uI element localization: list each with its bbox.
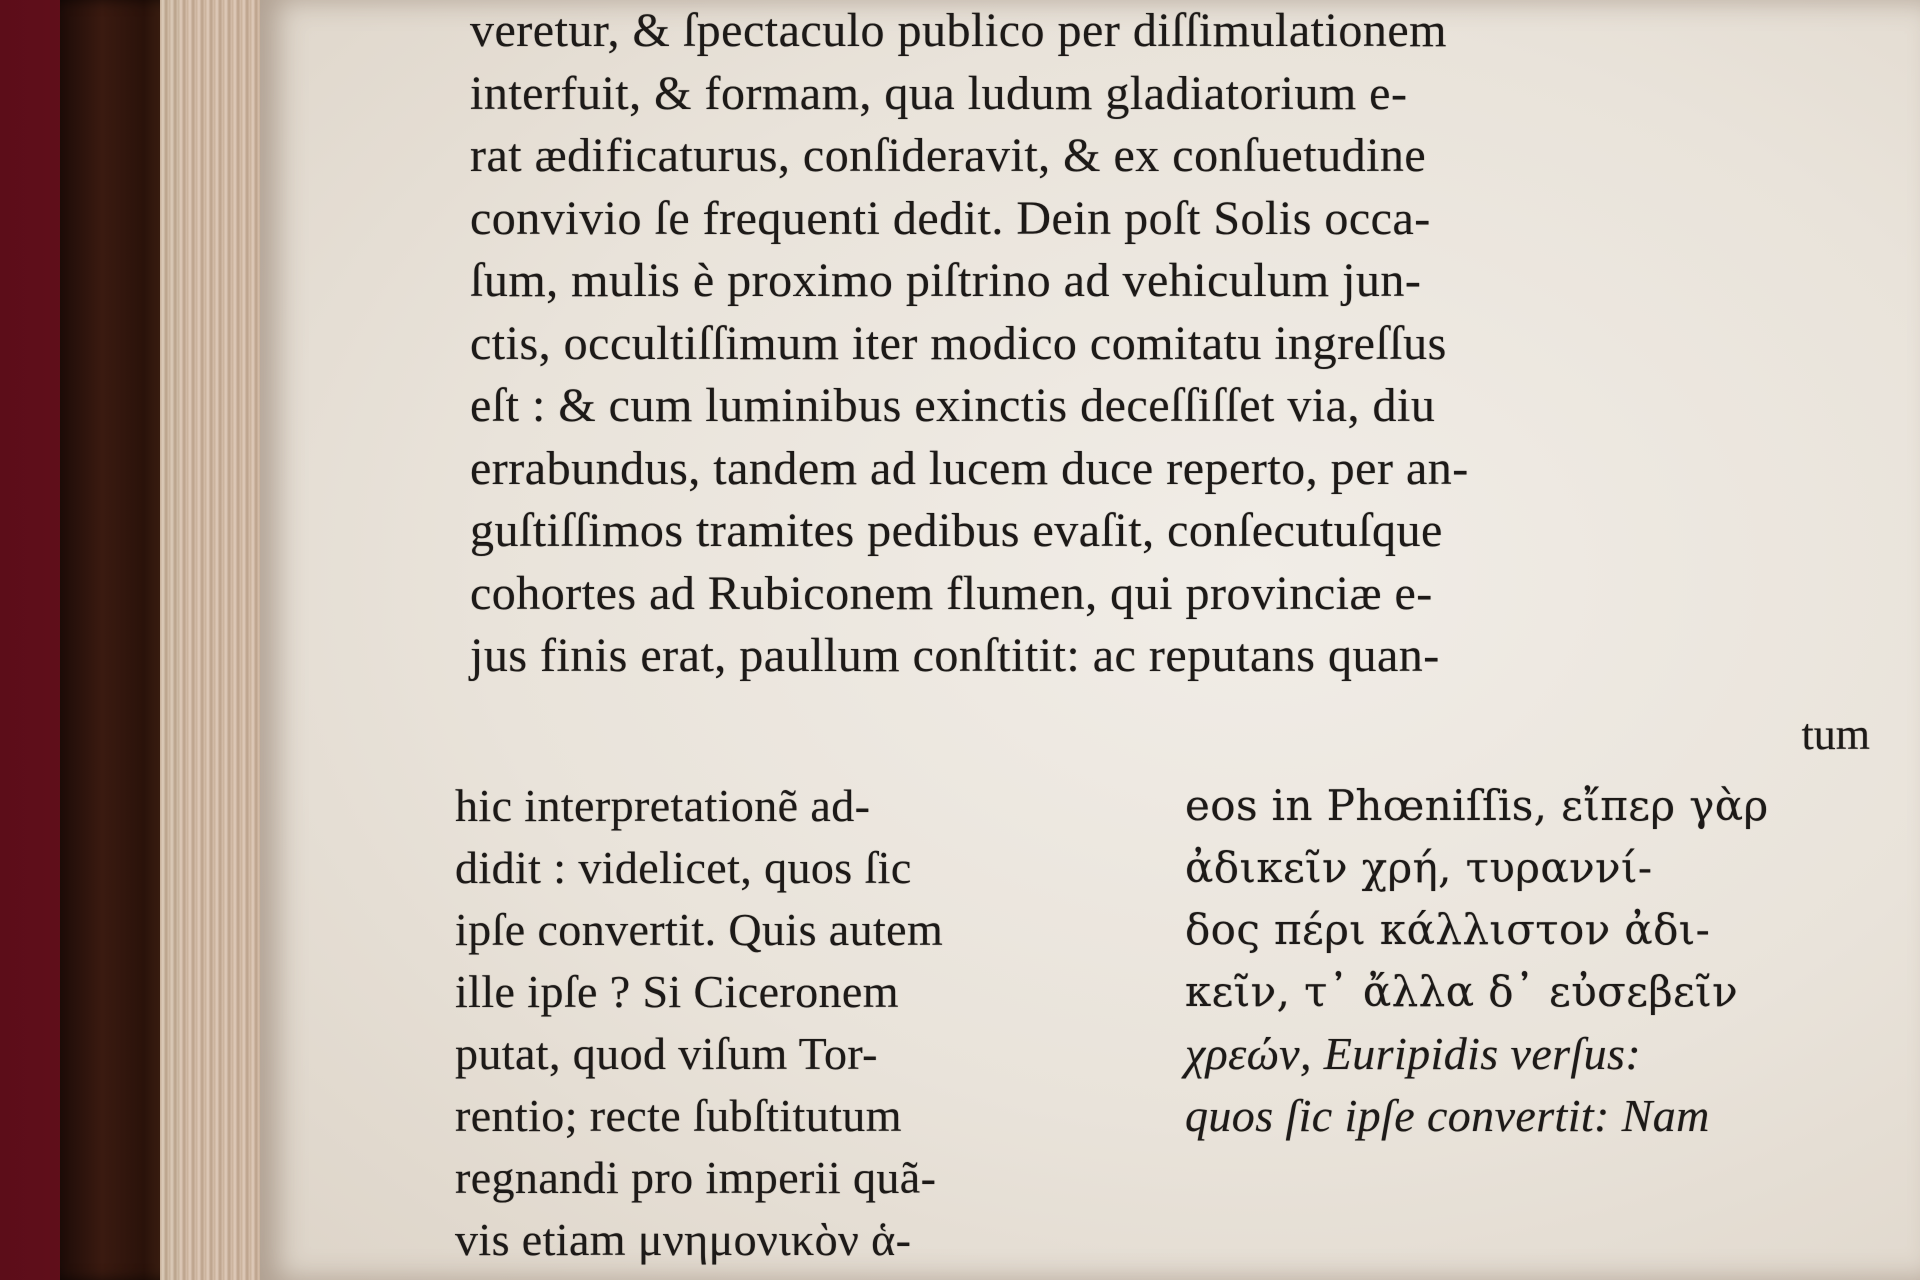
- note-line: κεῖν, τ᾽ ἄλλα δ᾽ εὐσεβεῖν: [1185, 967, 1739, 1016]
- note-line: vis etiam μνημονικὸν ἁ-: [455, 1214, 912, 1265]
- main-text-line: interfuit, & formam, qua ludum gladiatorium e-: [470, 66, 1408, 120]
- notes-left-column: [455, 775, 1145, 1271]
- note-line: rentio; recte ſubſtitutum: [455, 1090, 902, 1141]
- notes-right-column: [1185, 775, 1885, 1147]
- note-line: δος πέρι κάλλιστον ἀδι-: [1185, 905, 1711, 954]
- note-line: quos ſic ipſe convertit: Nam: [1185, 1090, 1710, 1141]
- page-edges: [160, 0, 270, 1280]
- note-line: χρεών, Euripidis verſus:: [1185, 1028, 1642, 1079]
- main-text-line: cohortes ad Rubiconem flumen, qui provinciæ e-: [470, 566, 1433, 620]
- main-text-line: convivio ſe frequenti dedit. Dein poſt Solis occa-: [470, 191, 1431, 245]
- note-line: ἀδικεῖν χρή, τυραννί-: [1185, 843, 1653, 892]
- note-line: hic interpretationẽ ad-: [455, 780, 871, 831]
- main-text-line: jus finis erat, paullum conſtitit: ac reputans quan-: [470, 629, 1440, 682]
- note-line: regnandi pro imperii quã-: [455, 1152, 937, 1203]
- main-text-line: ctis, occultiſſimum iter modico comitatu ingreſſus: [470, 316, 1447, 370]
- note-line: putat, quod viſum Tor-: [455, 1028, 878, 1079]
- main-text-line: eſt : & cum luminibus exinctis deceſſiſſet via, diu: [470, 379, 1436, 432]
- footnotes: [455, 775, 1885, 1280]
- main-text-line: veretur, & ſpectaculo publico per diſſimulationem: [470, 4, 1447, 57]
- main-text-line: errabundus, tandem ad lucem duce reperto, per an-: [470, 441, 1469, 495]
- main-text-block: [470, 0, 1870, 759]
- main-text-line: rat ædificaturus, conſideravit, & ex conſuetudine: [470, 129, 1427, 182]
- main-text-line: guſtiſſimos tramites pedibus evaſit, conſecutuſque: [470, 504, 1443, 557]
- catchword: tum: [1801, 710, 1870, 759]
- note-line: didit : videlicet, quos ſic: [455, 842, 912, 893]
- note-line: eos in Phœniſſis, εἴπερ γὰρ: [1185, 781, 1769, 830]
- main-text-line: ſum, mulis è proximo piſtrino ad vehiculum jun-: [470, 254, 1422, 307]
- note-line: ipſe convertit. Quis autem: [455, 904, 944, 955]
- note-line: ille ipſe ? Si Ciceronem: [455, 966, 899, 1017]
